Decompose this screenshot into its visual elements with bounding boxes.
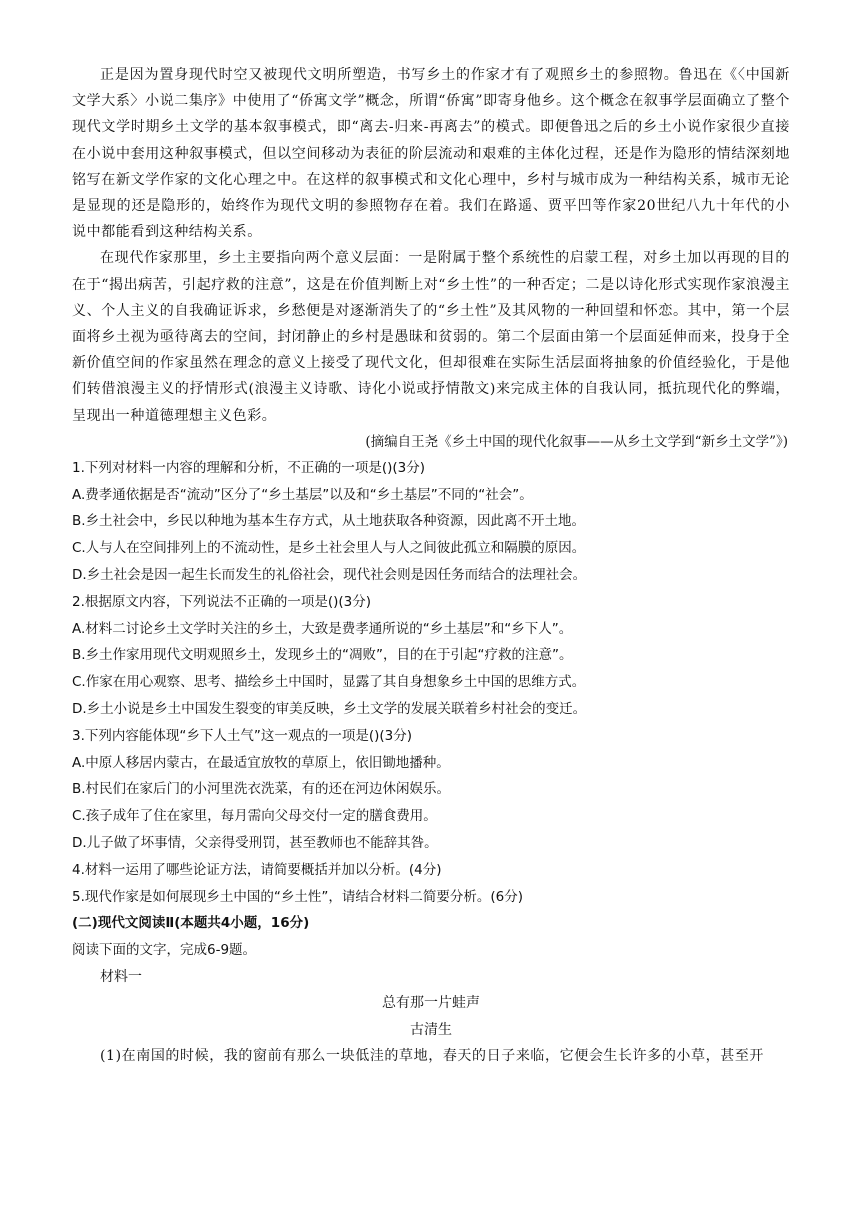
question-4: 4.材料一运用了哪些论证方法，请简要概括并加以分析。(4分): [72, 861, 442, 878]
passage-paragraph-2: 在现代作家那里，乡土主要指向两个意义层面：一是附属于整个系统性的启蒙工程，对乡土加以再现的目的在于“揭出病苦，引起疗救的注意”，这是在价值判断上对“乡土性”的一种否定；二是以诗化形式实现作家浪漫主义、个人主义的自我确证诉求，乡愁便是对逐渐消失了的“乡土性”及其风物的一种回望和怀恋。其中，第一个层面将乡土视为亟待离去的空间，封闭静止的乡村是愚昧和贫弱的。第二个层面由第一个层面延伸而来，投身于全新价值空间的作家虽然在理念的意义上接受了现代文化，但却很难在实际生活层面将抽象的价值经验化，于是他们转借浪漫主义的抒情形式(浪漫主义诗歌、诗化小说或抒情散文)来完成主体的自我认同，抵抗现代化的弊端，呈现出一种道德理想主义色彩。: [72, 250, 790, 424]
question-option: B.村民们在家后门的小河里洗衣洗菜，有的还在河边休闲娱乐。: [72, 781, 451, 798]
passage-source: (摘编自王尧《乡土中国的现代化叙事——从乡土文学到“新乡土文学”》): [365, 433, 788, 450]
question-option: A.费孝通依据是否“流动”区分了“乡土基层”以及和“乡土基层”不同的“社会”。: [72, 486, 533, 503]
passage-paragraph-1: 正是因为置身现代时空又被现代文明所塑造，书写乡土的作家才有了观照乡土的参照物。鲁迅在《〈中国新文学大系〉小说二集序》中使用了“侨寓文学”概念，所谓“侨寓”即寄身他乡。这个概念在叙事学层面确立了整个现代文学时期乡土文学的基本叙事模式，即“离去-归来-再离去”的模式。即便鲁迅之后的乡土小说作家很少直接在小说中套用这种叙事模式，但以空间移动为表征的阶层流动和艰难的主体化过程，还是作为隐形的情结深刻地铭写在新文学作家的文化心理之中。在这样的叙事模式和文化心理中，乡村与城市成为一种结构关系，城市无论是显现的还是隐形的，始终作为现代文明的参照物存在着。我们在路遥、贾平凹等作家20世纪八九十年代的小说中都能看到这种结构关系。: [72, 67, 790, 241]
question-option: D.儿子做了坏事情，父亲得受刑罚，甚至教师也不能辞其咎。: [72, 835, 438, 851]
document-page: [72, 62, 790, 1070]
question-option: D.乡土社会是因一起生长而发生的礼俗社会，现代社会则是因任务而结合的法理社会。: [72, 567, 587, 584]
question-5: 5.现代作家是如何展现乡土中国的“乡土性”，请结合材料二简要分析。(6分): [72, 888, 523, 905]
question-option: C.人与人在空间排列上的不流动性，是乡土社会里人与人之间彼此孤立和隔膜的原因。: [72, 540, 586, 557]
question-stem: 1.下列对材料一内容的理解和分析，不正确的一项是()(3分): [72, 459, 426, 476]
question-3: [72, 723, 790, 857]
question-option: B.乡土社会中，乡民以种地为基本生存方式，从土地获取各种资源，因此离不开土地。: [72, 513, 586, 530]
article-author: 古清生: [410, 1021, 452, 1038]
section-instruction: 阅读下面的文字，完成6-9题。: [72, 942, 257, 959]
question-option: B.乡土作家用现代文明观照乡土，发现乡土的“凋败”，目的在于引起“疗救的注意”。: [72, 647, 573, 664]
question-stem: 2.根据原文内容，下列说法不正确的一项是()(3分): [72, 593, 372, 610]
section-heading: (二)现代文阅读Ⅱ(本题共4小题，16分): [72, 915, 310, 932]
question-option: C.孩子成年了住在家里，每月需向父母交付一定的膳食费用。: [72, 808, 437, 825]
question-option: C.作家在用心观察、思考、描绘乡土中国时，显露了其自身想象乡土中国的思维方式。: [72, 674, 586, 691]
question-1: [72, 455, 790, 589]
material-label: 材料一: [100, 968, 142, 985]
question-stem: 3.下列内容能体现“乡下人土气”这一观点的一项是()(3分): [72, 727, 413, 744]
question-option: A.中原人移居内蒙古，在最适宜放牧的草原上，依旧锄地播种。: [72, 754, 450, 771]
question-option: A.材料二讨论乡土文学时关注的乡土，大致是费孝通所说的“乡土基层”和“乡下人”。: [72, 620, 573, 637]
article-paragraph-1: (1)在南国的时候，我的窗前有那么一块低洼的草地，春天的日子来临，它便会生长许多的小草，甚至开: [100, 1048, 765, 1065]
article-title: 总有那一片蛙声: [382, 995, 480, 1012]
question-option: D.乡土小说是乡土中国发生裂变的审美反映，乡土文学的发展关联着乡村社会的变迁。: [72, 701, 587, 718]
question-2: [72, 589, 790, 723]
